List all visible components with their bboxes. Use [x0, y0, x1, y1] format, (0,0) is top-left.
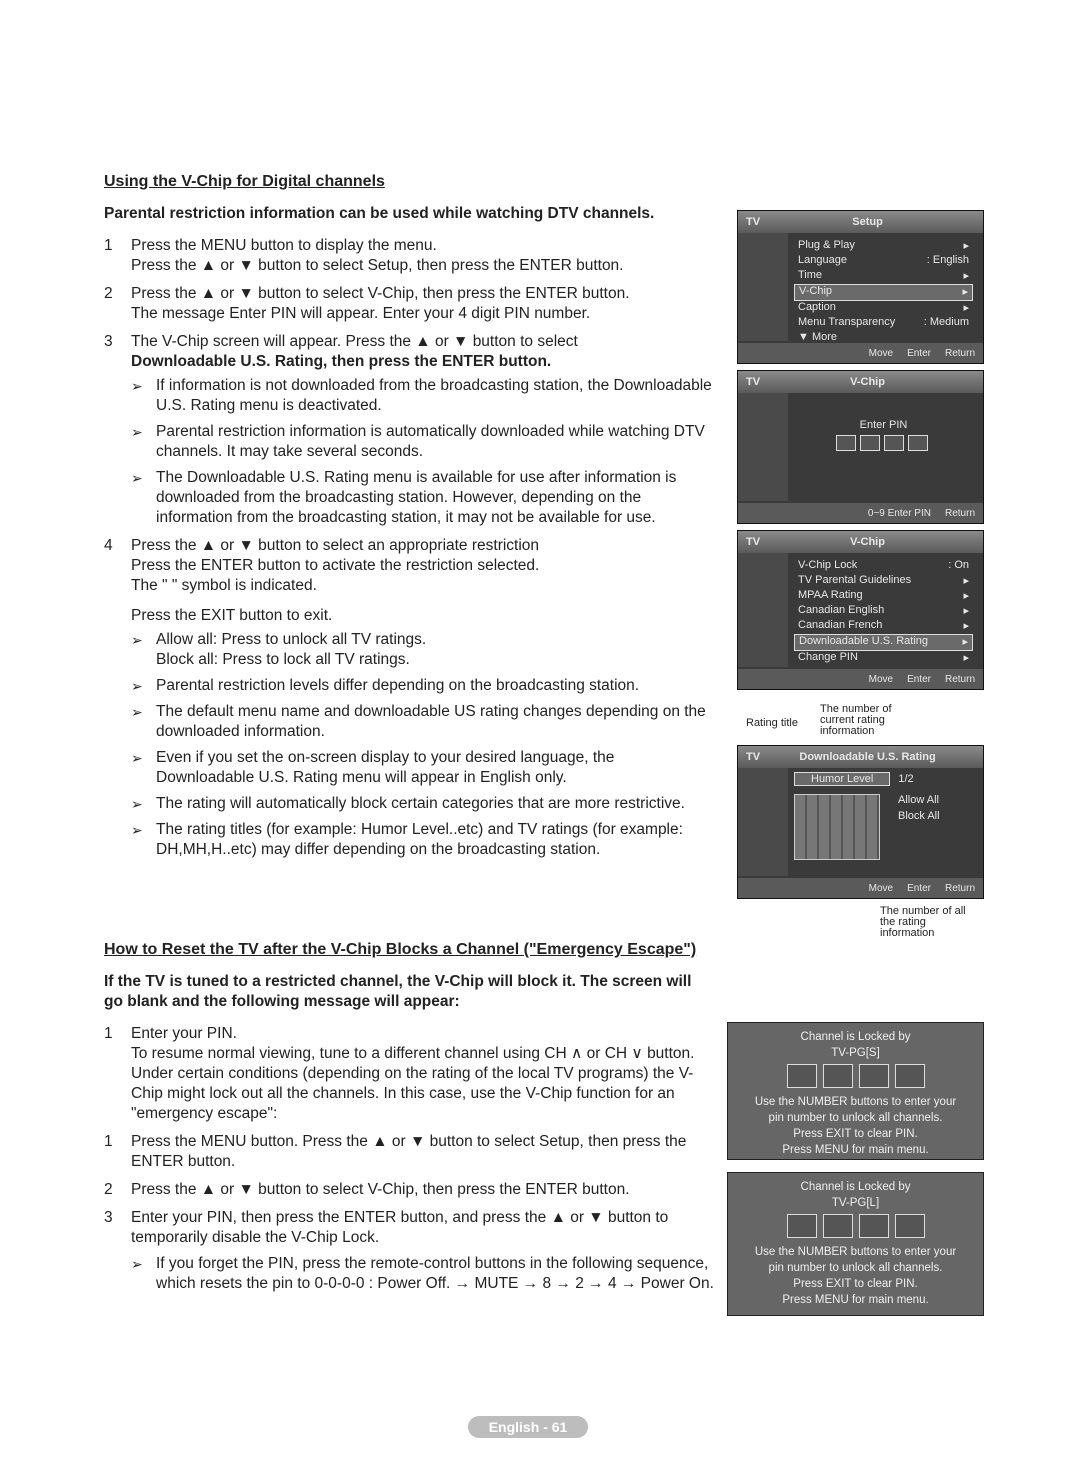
lock-rating: TV-PG[L] — [831, 1197, 880, 1209]
pin-box — [823, 1214, 853, 1238]
chevron-right-icon: ▸ — [963, 270, 969, 282]
menu-row — [794, 619, 973, 634]
arrow-icon: ➢ — [131, 378, 143, 394]
channel-locked-screen-2 — [727, 1172, 984, 1316]
row-label: Change PIN — [798, 651, 858, 663]
chevron-right-icon: ▸ — [963, 620, 969, 632]
tv-screen-vchip — [737, 530, 984, 690]
pin-box — [859, 1214, 889, 1238]
enter-pin-label: Enter PIN — [859, 419, 908, 431]
lock-instruction: pin number to unlock all channels. — [768, 1262, 943, 1274]
note-text: Block all: Press to lock all TV ratings. — [156, 651, 410, 668]
page-number-footer: English - 61 — [468, 1416, 588, 1438]
step-3 — [104, 332, 714, 372]
step-number: 3 — [104, 333, 113, 350]
section-emergency-escape — [104, 940, 714, 1294]
note — [104, 748, 714, 788]
row-label: Language — [798, 254, 847, 266]
screen-footer — [738, 343, 983, 363]
annotation-all-rating: The number of all the rating information — [880, 905, 966, 939]
chevron-right-icon: ▸ — [963, 302, 969, 314]
allow-all-option: Allow All — [898, 794, 939, 806]
pin-box — [836, 435, 856, 451]
step-text: Enter your PIN. — [131, 1025, 237, 1042]
menu-row-selected — [794, 634, 973, 651]
row-label: MPAA Rating — [798, 589, 863, 601]
note-text: Parental restriction information is automatically downloaded while watching DTV channels. It may take several seconds. — [156, 423, 705, 460]
rating-page-counter: 1/2 — [898, 773, 914, 785]
screen-titlebar — [738, 531, 983, 553]
step-text: Press the ▲ or ▼ button to select Setup, then press the ENTER button. — [131, 257, 624, 274]
lock-instruction: Press MENU for main menu. — [782, 1294, 929, 1306]
step-text: Downloadable U.S. Rating, then press the ENTER button. — [131, 353, 552, 370]
step-2 — [104, 284, 714, 324]
pin-box — [787, 1214, 817, 1238]
tv-label: TV — [746, 536, 761, 548]
step-text: To resume normal viewing, tune to a different channel using CH ∧ or CH ∨ button. Under certain conditions (depending on the rating of the local TV programs) the V-Chip might lock out all the channels. In this case, use the V-Chip function for an "emergency escape": — [131, 1045, 695, 1122]
rating-actions — [898, 794, 940, 860]
note-text: Parental restriction levels differ depending on the broadcasting station. — [156, 677, 640, 694]
section-heading: Using the V-Chip for Digital channels — [104, 173, 385, 190]
lock-instruction: Use the NUMBER buttons to enter your — [754, 1246, 957, 1258]
note — [104, 468, 714, 528]
section-vchip-digital — [104, 172, 714, 860]
row-label: V-Chip — [799, 285, 833, 297]
footer-hint: Return — [944, 673, 975, 685]
row-label: Time — [798, 269, 823, 281]
tv-screen-pin — [737, 370, 984, 524]
block-all-option: Block All — [898, 810, 940, 822]
step-number: 1 — [104, 1025, 113, 1042]
step-text: Press the MENU button to display the menu. — [131, 237, 437, 254]
step-number: 1 — [104, 1133, 113, 1150]
section-heading: How to Reset the TV after the V-Chip Blocks a Channel ("Emergency Escape") — [104, 941, 697, 958]
step-number: 4 — [104, 537, 113, 554]
menu-row — [794, 269, 973, 284]
chevron-right-icon: ▸ — [963, 605, 969, 617]
note-text: The rating titles (for example: Humor Level..etc) and TV ratings (for example: DH,MH,H..etc) may differ depending on the broadcasting station. — [156, 821, 683, 858]
screen-titlebar — [738, 211, 983, 233]
tv-label: TV — [746, 376, 761, 388]
pin-box — [895, 1064, 925, 1088]
note — [104, 376, 714, 416]
step-text: Press the ▲ or ▼ button to select V-Chip, then press the ENTER button. — [131, 1181, 630, 1198]
row-label: ▼ More — [798, 331, 838, 343]
footer-hint: Return — [944, 347, 975, 359]
arrow-icon: ➢ — [131, 678, 143, 694]
tv-label: TV — [746, 751, 761, 763]
chevron-right-icon: ▸ — [963, 240, 969, 252]
arrow-icon: ➢ — [131, 704, 143, 720]
row-label: Menu Transparency — [798, 316, 896, 328]
pin-box — [884, 435, 904, 451]
menu-row — [794, 254, 973, 269]
pin-box — [823, 1064, 853, 1088]
tv-screen-setup — [737, 210, 984, 364]
annotation-rating-title: Rating title — [746, 717, 798, 729]
chevron-right-icon: ▸ — [963, 590, 969, 602]
lock-rating: TV-PG[S] — [831, 1047, 880, 1059]
tv-screen-downloadable-rating — [737, 745, 984, 899]
footer-hint: Move — [868, 347, 894, 359]
footer-hint: Enter — [907, 882, 931, 894]
row-value: : Medium — [923, 316, 969, 328]
row-label: V-Chip Lock — [798, 559, 858, 571]
lock-instruction: Press MENU for main menu. — [782, 1144, 929, 1156]
arrow-icon: ➢ — [131, 632, 143, 648]
footer-hint: Enter — [907, 673, 931, 685]
step-number: 3 — [104, 1209, 113, 1226]
arrow-icon: ➢ — [131, 750, 143, 766]
row-label: Plug & Play — [798, 239, 855, 251]
step-text: Enter your PIN, then press the ENTER button, and press the ▲ or ▼ button to temporarily disable the V-Chip Lock. — [131, 1209, 669, 1246]
note — [104, 820, 714, 860]
lock-message: Channel is Locked by — [800, 1181, 911, 1193]
row-label: Caption — [798, 301, 836, 313]
menu-sidebar — [738, 393, 788, 501]
pin-boxes — [794, 435, 973, 454]
menu-row — [794, 239, 973, 254]
menu-row-selected — [794, 284, 973, 301]
row-value: : On — [948, 559, 969, 571]
footer-hint: Enter — [907, 347, 931, 359]
footer-hint: Return — [944, 882, 975, 894]
step-1b — [104, 1132, 714, 1172]
step-1 — [104, 236, 714, 276]
lock-instruction: pin number to unlock all channels. — [768, 1112, 943, 1124]
menu-row — [794, 589, 973, 604]
step-text: The V-Chip screen will appear. Press the ▲ or ▼ button to select — [131, 333, 578, 350]
menu-row — [794, 559, 973, 574]
menu-row — [794, 316, 973, 331]
step-text: Press the ENTER button to activate the restriction selected. — [131, 557, 540, 574]
step-text: The message Enter PIN will appear. Enter your 4 digit PIN number. — [131, 305, 591, 322]
pin-box — [895, 1214, 925, 1238]
menu-sidebar — [738, 768, 788, 876]
arrow-icon: ➢ — [131, 470, 143, 486]
lock-instruction: Press EXIT to clear PIN. — [793, 1128, 918, 1140]
menu-row — [794, 574, 973, 589]
rating-title-row — [794, 772, 973, 786]
row-label: Downloadable U.S. Rating — [799, 635, 929, 647]
step-text: Press the ▲ or ▼ button to select an appropriate restriction — [131, 537, 540, 554]
section-subheading: Parental restriction information can be used while watching DTV channels. — [104, 205, 655, 222]
footer-hint: Move — [868, 673, 894, 685]
step-3 — [104, 1208, 714, 1248]
step-2 — [104, 1180, 714, 1200]
annotation-current-rating: The number of current rating information — [820, 703, 892, 737]
arrow-icon: ➢ — [131, 1256, 143, 1272]
screen-footer — [738, 503, 983, 523]
pin-box — [859, 1064, 889, 1088]
arrow-icon: ➢ — [131, 796, 143, 812]
rating-grid — [794, 794, 880, 860]
step-number: 2 — [104, 1181, 113, 1198]
row-label: TV Parental Guidelines — [798, 574, 912, 586]
note-text: Allow all: Press to unlock all TV ratings. — [156, 631, 427, 648]
step-4 — [104, 536, 714, 626]
menu-sidebar — [738, 233, 788, 341]
chevron-right-icon: ▸ — [962, 636, 968, 648]
note — [104, 702, 714, 742]
row-value: : English — [926, 254, 969, 266]
lock-instruction: Use the NUMBER buttons to enter your — [754, 1096, 957, 1108]
step-text: Press the ▲ or ▼ button to select V-Chip, then press the ENTER button. — [131, 285, 630, 302]
menu-row — [794, 301, 973, 316]
row-label: Canadian English — [798, 604, 885, 616]
note — [104, 630, 714, 650]
footer-hint: 0~9 Enter PIN — [867, 507, 931, 519]
pin-box — [860, 435, 880, 451]
step-text: The " " symbol is indicated. — [131, 577, 317, 594]
note-text: The rating will automatically block certain categories that are more restrictive. — [156, 795, 685, 812]
step-number: 2 — [104, 285, 113, 302]
note-text: The Downloadable U.S. Rating menu is available for use after information is downloaded from the broadcasting station. However, depending on the information from the broadcasting station, it may not be available for use. — [156, 469, 677, 526]
rating-title-box: Humor Level — [794, 772, 890, 786]
note — [104, 676, 714, 696]
note — [104, 1254, 714, 1294]
screen-title: V-Chip — [850, 536, 885, 548]
pin-box — [787, 1064, 817, 1088]
lock-message: Channel is Locked by — [800, 1031, 911, 1043]
tv-label: TV — [746, 216, 761, 228]
note — [104, 794, 714, 814]
pin-boxes — [728, 1214, 983, 1241]
note — [104, 422, 714, 462]
screen-title: Downloadable U.S. Rating — [799, 751, 936, 763]
screen-title: V-Chip — [850, 376, 885, 388]
footer-hint: Move — [868, 882, 894, 894]
arrow-icon: ➢ — [131, 424, 143, 440]
footer-hint: Return — [944, 507, 975, 519]
chevron-right-icon: ▸ — [962, 286, 968, 298]
screen-footer — [738, 878, 983, 898]
pin-boxes — [728, 1064, 983, 1091]
note-text: If you forget the PIN, press the remote-control buttons in the following sequence, which resets the pin to 0-0-0-0 : Power Off. → MUTE → 8 → 2 → 4 → Power On. — [156, 1255, 714, 1292]
note-text: The default menu name and downloadable US rating changes depending on the downloaded information. — [156, 703, 706, 740]
note-text: Even if you set the on-screen display to your desired language, the Downloadable U.S. Rating menu will appear in English only. — [156, 749, 615, 786]
chevron-right-icon: ▸ — [963, 575, 969, 587]
chevron-right-icon: ▸ — [963, 652, 969, 664]
arrow-icon: ➢ — [131, 822, 143, 838]
row-label: Canadian French — [798, 619, 883, 631]
screen-footer — [738, 669, 983, 689]
menu-row — [794, 651, 973, 666]
screen-title: Setup — [852, 216, 883, 228]
screen-titlebar — [738, 371, 983, 393]
channel-locked-screen-1 — [727, 1022, 984, 1160]
step-text: Press the EXIT button to exit. — [131, 607, 333, 624]
pin-box — [908, 435, 928, 451]
screen-titlebar — [738, 746, 983, 768]
step-text: Press the MENU button. Press the ▲ or ▼ button to select Setup, then press the ENTER button. — [131, 1133, 687, 1170]
menu-sidebar — [738, 553, 788, 667]
section-subheading: If the TV is tuned to a restricted channel, the V-Chip will block it. The screen will go blank and the following message will appear: — [104, 973, 692, 1010]
menu-row — [794, 604, 973, 619]
note-text: If information is not downloaded from the broadcasting station, the Downloadable U.S. Rating menu is deactivated. — [156, 377, 712, 414]
lock-instruction: Press EXIT to clear PIN. — [793, 1278, 918, 1290]
step-1 — [104, 1024, 714, 1124]
step-number: 1 — [104, 237, 113, 254]
note — [104, 650, 714, 670]
rating-grid-area — [794, 794, 973, 860]
